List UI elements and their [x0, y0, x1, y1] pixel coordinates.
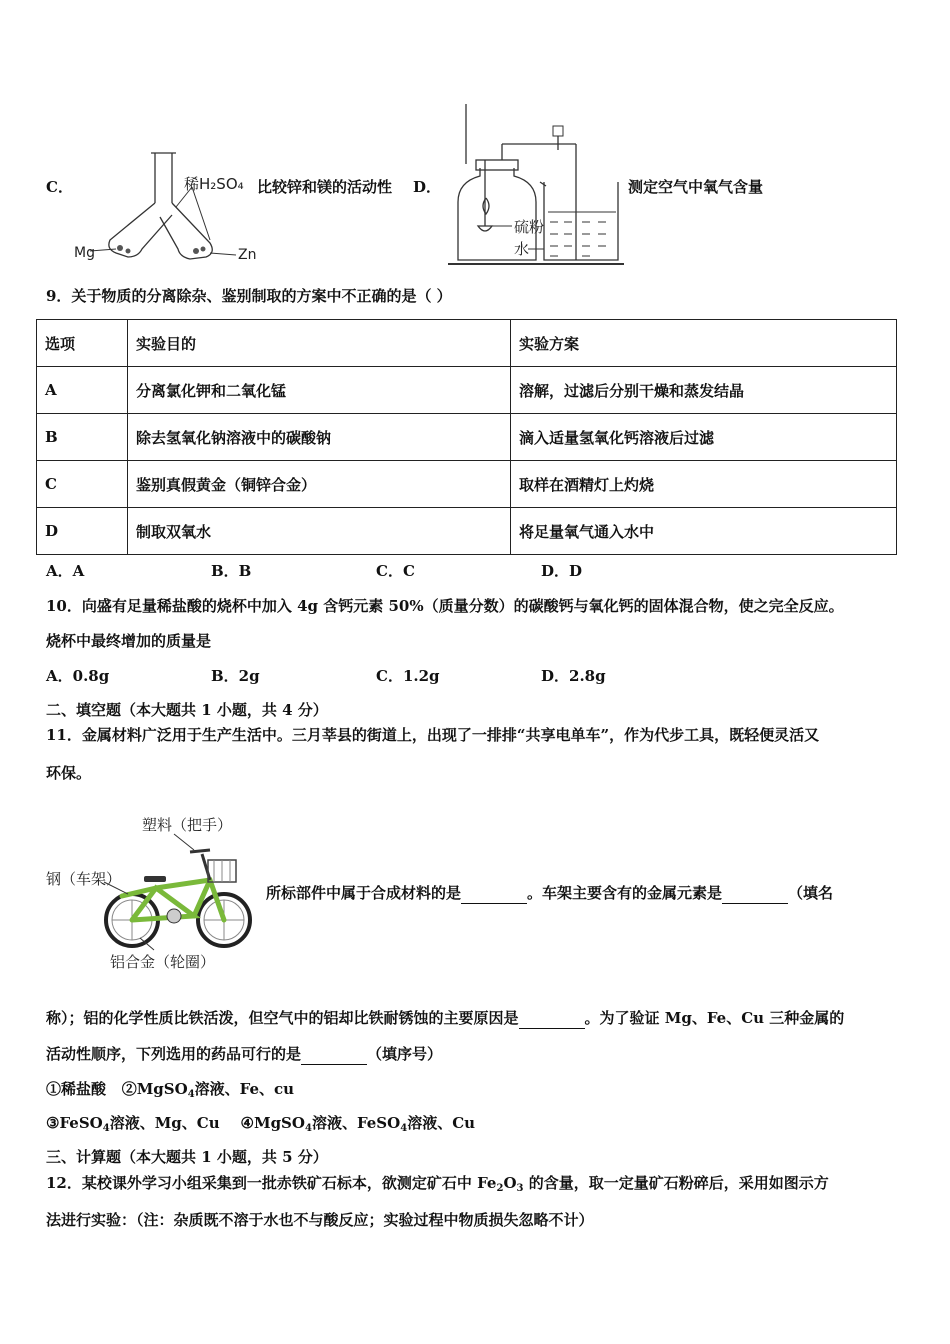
subscript: 4: [102, 1123, 110, 1134]
q11-option-3[interactable]: [46, 1114, 220, 1132]
q9-choice-c[interactable]: C．C: [376, 562, 415, 580]
q11-line2: 环保。: [46, 764, 92, 782]
q11-option-2[interactable]: [122, 1080, 294, 1098]
c-left-metal-label: Mg: [74, 245, 95, 261]
q12-line2: 法进行实验：（注：杂质既不溶于水也不与酸反应；实验过程中物质损失忽略不计）: [46, 1211, 594, 1229]
table-row: [37, 414, 897, 461]
q9-stem: 9．关于物质的分离除杂、鉴别制取的方案中不正确的是（ ）: [46, 287, 452, 305]
subscript: 3: [516, 1183, 524, 1194]
table-cell: 鉴别真假黄金（铜锌合金）: [128, 461, 511, 508]
subscript: 4: [400, 1123, 408, 1134]
q10-choice-a[interactable]: A．0.8g: [46, 667, 110, 685]
q11-option-4-text: 溶液、Cu: [407, 1114, 476, 1132]
section-calc-heading: 三、计算题（本大题共 1 小题，共 5 分）: [46, 1148, 328, 1166]
table-row: [37, 461, 897, 508]
subscript: 4: [187, 1089, 195, 1100]
q11-option-1[interactable]: ①稀盐酸: [46, 1080, 107, 1098]
q11-line4-b: （填序号）: [367, 1045, 443, 1063]
q10-choice-c[interactable]: C．1.2g: [376, 667, 440, 685]
table-cell: 制取双氧水: [128, 508, 511, 555]
table-cell: 分离氯化钾和二氧化锰: [128, 367, 511, 414]
q11-option-4[interactable]: [241, 1114, 476, 1132]
q12-line1-mid: O: [503, 1174, 517, 1192]
table-cell: D: [37, 508, 128, 555]
q9-choice-a[interactable]: A．A: [46, 562, 85, 580]
fig-label-alloy: 铝合金（轮圈）: [110, 953, 216, 971]
d-water-label: 水: [514, 240, 530, 258]
answer-blank-3[interactable]: [519, 1008, 585, 1029]
option-d-desc: 测定空气中氧气含量: [628, 178, 764, 196]
table-cell: 滴入适量氢氧化钙溶液后过滤: [511, 414, 897, 461]
q11-side-text: [266, 883, 833, 904]
q11-line4: [46, 1044, 442, 1065]
option-d-label: D．: [413, 178, 442, 196]
subscript: 4: [304, 1123, 312, 1134]
q10-choice-b[interactable]: B．2g: [211, 667, 260, 685]
option-c-label: C．: [46, 178, 73, 196]
subscript: 2: [496, 1183, 504, 1194]
inverted-y-tube-diagram: [72, 145, 257, 270]
table-row: [37, 367, 897, 414]
table-cell: 溶解，过滤后分别干燥和蒸发结晶: [511, 367, 897, 414]
fig-label-steel: 钢（车架）: [46, 870, 122, 888]
bicycle-figure: [44, 812, 266, 974]
q11-side-text-b: 。车架主要含有的金属元素是: [527, 884, 723, 902]
q10-line1: 10．向盛有足量稀盐酸的烧杯中加入 4g 含钙元素 50%（质量分数）的碳酸钙与氧化钙的固体混合物，使之完全反应。: [46, 597, 844, 615]
q11-option-row-2: [46, 1113, 475, 1139]
q11-option-2-text: ②MgSO: [121, 1080, 188, 1098]
answer-blank-2[interactable]: [722, 883, 788, 904]
q9-choice-b[interactable]: B．B: [211, 562, 252, 580]
table-header-row: [37, 320, 897, 367]
answer-blank-4[interactable]: [301, 1044, 367, 1065]
q10-choice-d[interactable]: D．2.8g: [541, 667, 606, 685]
c-reagent-label: 稀H₂SO₄: [184, 175, 244, 193]
table-cell: A: [37, 367, 128, 414]
q11-option-2-text: 溶液、Fe、cu: [194, 1080, 295, 1098]
q11-line4-a: 活动性顺序，下列选用的药品可行的是: [46, 1045, 302, 1063]
q12-line1-a: 12．某校课外学习小组采集到一批赤铁矿石标本，欲测定矿石中 Fe: [46, 1174, 497, 1192]
section-fill-blank-heading: 二、填空题（本大题共 1 小题，共 4 分）: [46, 701, 328, 719]
q10-line2: 烧杯中最终增加的质量是: [46, 632, 212, 650]
header-cell: 实验方案: [511, 320, 897, 367]
q11-side-text-c: （填名: [788, 884, 834, 902]
table-cell: 除去氢氧化钠溶液中的碳酸钠: [128, 414, 511, 461]
option-c-desc: 比较锌和镁的活动性: [257, 178, 393, 196]
q11-line3-b: 。为了验证 Mg、Fe、Cu 三种金属的: [584, 1009, 845, 1027]
q11-option-row-1: [46, 1079, 294, 1105]
c-right-metal-label: Zn: [238, 247, 257, 263]
d-sulfur-label: 硫粉: [514, 218, 545, 236]
table-cell: 取样在酒精灯上灼烧: [511, 461, 897, 508]
q11-line1: 11．金属材料广泛用于生产生活中。三月莘县的街道上，出现了一排排“共享电单车”，作为代步工具，既轻便灵活又: [46, 726, 820, 744]
header-cell: 实验目的: [128, 320, 511, 367]
q11-option-3-text: ③FeSO: [46, 1114, 103, 1132]
q11-option-3-text: 溶液、Mg、Cu: [109, 1114, 220, 1132]
fig-label-plastic: 塑料（把手）: [142, 816, 233, 834]
header-cell: 选项: [37, 320, 128, 367]
table-row: [37, 508, 897, 555]
oxygen-measure-apparatus: [440, 102, 626, 270]
q11-option-4-text: ④MgSO: [240, 1114, 305, 1132]
table-cell: 将足量氧气通入水中: [511, 508, 897, 555]
q12-line1-b: 的含量，取一定量矿石粉碎后，采用如图示方: [523, 1174, 829, 1192]
q11-side-text-a: 所标部件中属于合成材料的是: [266, 884, 462, 902]
q11-line3: [46, 1008, 844, 1029]
answer-blank-1[interactable]: [461, 883, 527, 904]
q11-option-4-text: 溶液、FeSO: [311, 1114, 401, 1132]
q9-options-table: [36, 319, 897, 555]
q11-line3-a: 称）；铝的化学性质比铁活泼，但空气中的铝却比铁耐锈蚀的主要原因是: [46, 1009, 519, 1027]
q12-line1: [46, 1173, 829, 1199]
table-cell: C: [37, 461, 128, 508]
q9-choice-d[interactable]: D．D: [541, 562, 583, 580]
table-cell: B: [37, 414, 128, 461]
